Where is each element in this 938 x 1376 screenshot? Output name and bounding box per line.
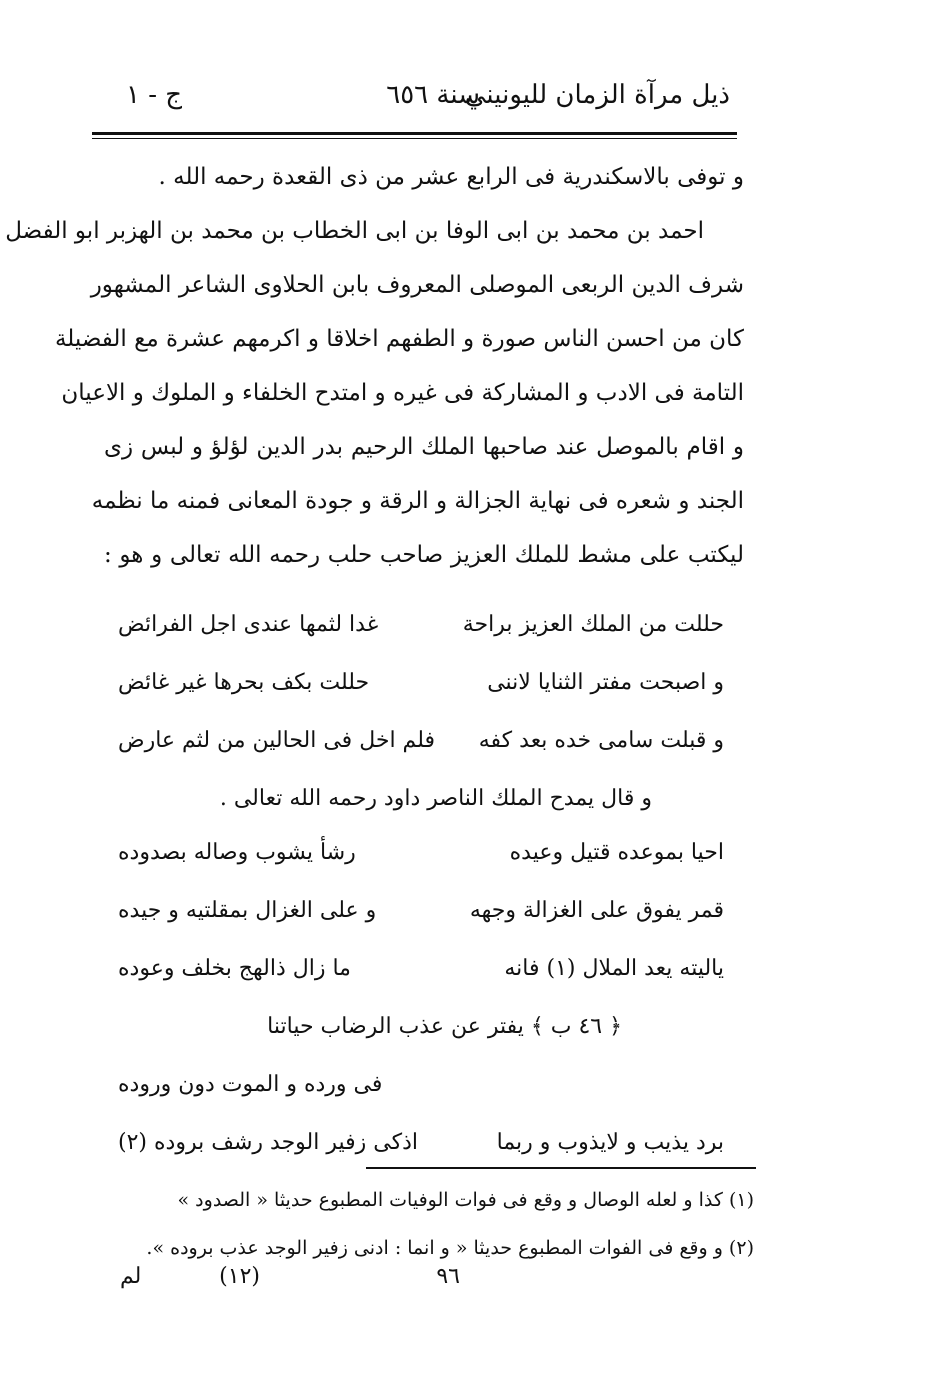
- header-rule-thin: [92, 138, 737, 139]
- book-title: ذيل مرآة الزمان لليونيني: [464, 80, 730, 110]
- footnotes: [104, 1176, 754, 1272]
- footnote: (١) كذا و لعله الوصال و وقع فى فوات الوفيات المطبوع حديثا « الصدود »: [177, 1189, 754, 1211]
- verse-first-hemistich: قمر يفوق على الغزالة وجهه: [469, 898, 724, 923]
- body-line: ليكتب على مشط للملك العزيز صاحب حلب رحمه الله تعالى و هو :: [104, 542, 744, 568]
- body-line: كان من احسن الناس صورة و الطفهم اخلاقا و اكرمهم عشرة مع الفضيلة: [54, 326, 744, 352]
- verse: [118, 882, 732, 940]
- verse-second-hemistich: فى ورده و الموت دون وروده: [118, 1072, 383, 1097]
- body-line: و اقام بالموصل عند صاحبها الملك الرحيم بدر الدين لؤلؤ و لبس زى: [104, 434, 744, 460]
- verse: [118, 596, 732, 654]
- verse-first-hemistich: و اصبحت مفتر الثنايا لاننى: [487, 670, 724, 695]
- verse-second-hemistich: حللت بكف بحرها غير غائض: [118, 670, 370, 695]
- verse: [118, 1056, 732, 1114]
- body-line: و توفى بالاسكندرية فى الرابع عشر من ذى القعدة رحمه الله .: [158, 164, 744, 190]
- running-header: [118, 78, 730, 126]
- poem-1: [118, 596, 732, 828]
- year-label: سنة ٦٥٦: [386, 80, 480, 110]
- verse: [118, 654, 732, 712]
- poem-2: [118, 824, 732, 1172]
- footnote-rule: [366, 1167, 756, 1169]
- verse: [118, 1114, 732, 1172]
- verse-second-hemistich: فلم اخل فى الحالين من لثم عارض: [118, 728, 436, 753]
- verse-first-hemistich: حللت من الملك العزيز براحة: [462, 612, 724, 637]
- verse-first-hemistich: و قبلت سامى خده بعد كفه: [478, 728, 724, 753]
- verse: [118, 998, 732, 1056]
- body-line: احمد بن محمد بن ابى الوفا بن ابى الخطاب بن محمد بن الهزبر ابو الفضل: [5, 218, 704, 244]
- verse-first-hemistich: احيا بموعده قتيل وعيده: [509, 840, 724, 865]
- header-rule: [92, 132, 737, 135]
- verse-second-hemistich: و على الغزال بمقلتيه و جيده: [118, 898, 377, 923]
- catchword: لم: [120, 1264, 142, 1289]
- volume-label: ج - ١: [126, 80, 183, 110]
- verse-intro: و قال يمدح الملك الناصر داود رحمه الله تعالى .: [219, 786, 652, 811]
- verse: [118, 940, 732, 998]
- verse-first-hemistich: برد يذيب و لايذوب و ربما: [496, 1130, 724, 1155]
- verse-second-hemistich: اذكى زفير الوجد رشف بروده (٢): [118, 1130, 418, 1155]
- verse-first-hemistich: ﴿ ٤٦ ب ﴾ يفتر عن عذب الرضاب حياتنا: [267, 1014, 622, 1039]
- body-line: التامة فى الادب و المشاركة فى غيره و امتدح الخلفاء و الملوك و الاعيان: [61, 380, 744, 406]
- verse: [118, 712, 732, 770]
- verse: [118, 824, 732, 882]
- body-line: الجند و شعره فى نهاية الجزالة و الرقة و جودة المعانى فمنه ما نظمه: [91, 488, 744, 514]
- verse-second-hemistich: ما زال ذالهج بخلف وعوده: [118, 956, 351, 981]
- verse-first-hemistich: ياليته يعد الملال (١) فانه: [504, 956, 724, 981]
- verse-second-hemistich: رشأ يشوب وصاله بصدوده: [118, 840, 356, 865]
- signature-mark: (١٢): [219, 1264, 260, 1289]
- body-text: [5, 150, 744, 582]
- page-footer: [120, 1264, 460, 1304]
- verse-second-hemistich: غدا لثمها عندى اجل الفرائض: [118, 612, 379, 637]
- page-number: ٩٦: [436, 1264, 460, 1289]
- body-line: شرف الدين الربعى الموصلى المعروف بابن الحلاوى الشاعر المشهور: [90, 272, 744, 298]
- footnote: (٢) و وقع فى الفوات المطبوع حديثا « و انما : ادنى زفير الوجد عذب بروده ».: [146, 1237, 754, 1259]
